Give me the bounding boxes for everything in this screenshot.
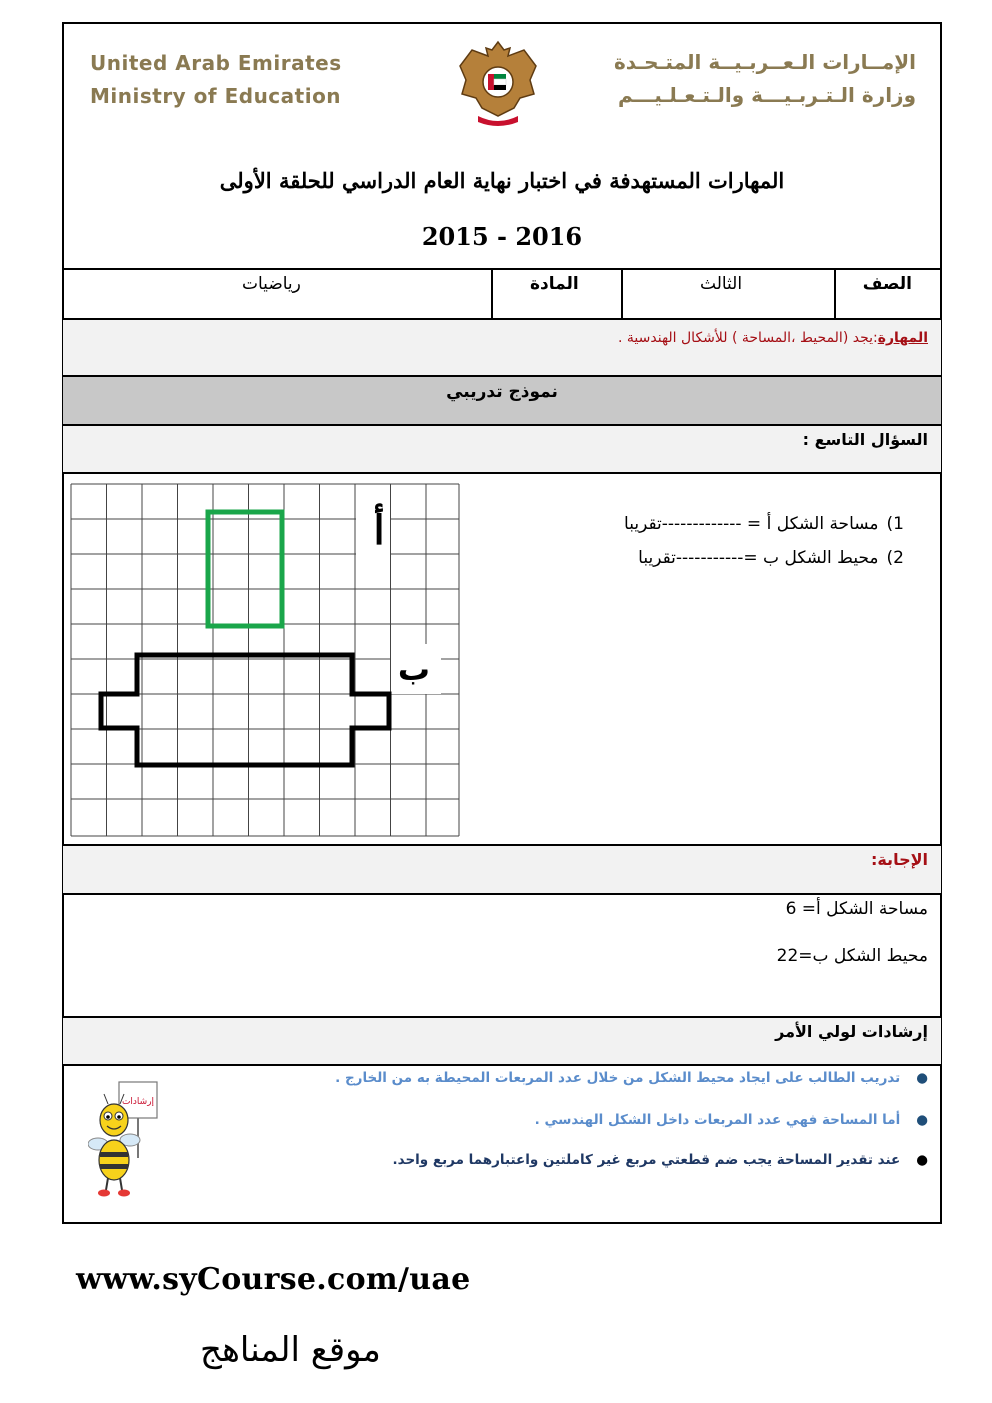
- guidance-item-text: أما المساحة فهي عدد المربعات داخل الشكل الهندسي .: [534, 1112, 901, 1128]
- grade-value: الثالث: [700, 274, 743, 294]
- shape-a-rectangle: [208, 512, 282, 626]
- question-title: السؤال التاسع :: [802, 430, 928, 449]
- answer-line-1: مساحة الشكل أ= 6: [785, 899, 928, 919]
- divider: [62, 268, 942, 270]
- question-line-2-text: محيط الشكل ب =-----------تقريبا: [638, 548, 879, 568]
- shapes-grid: [69, 482, 461, 838]
- question-line-1-text: مساحة الشكل أ = -------------تقريبا: [624, 514, 879, 534]
- divider: [834, 268, 836, 320]
- guidance-item-text: تدريب الطالب على ايجاد محيط الشكل من خلال عدد المربعات المحيطة به من الخارج .: [335, 1070, 901, 1086]
- question-line-1: [624, 514, 904, 534]
- answer-row-bg: [63, 846, 941, 893]
- footer-site-name: موقع المناهج: [200, 1330, 381, 1370]
- shape-b-label: ب: [397, 650, 431, 688]
- answer-line-2: محيط الشكل ب=22: [776, 946, 928, 966]
- bullet-icon: ●: [916, 1152, 928, 1168]
- guidance-item: [335, 1070, 928, 1086]
- footer-url[interactable]: www.syCourse.com/uae: [76, 1262, 471, 1297]
- header-english: [90, 47, 342, 113]
- subject-label: المادة: [530, 274, 579, 294]
- header-en-line2: Ministry of Education: [90, 84, 342, 108]
- bullet-icon: ●: [916, 1112, 928, 1128]
- question-line-2: [638, 548, 904, 568]
- bullet-icon: ●: [916, 1070, 928, 1086]
- guidance-item-text: عند تقدير المساحة يجب ضم قطعتي مربع غير كاملتين واعتبارهما مربع واحد.: [392, 1152, 901, 1168]
- shape-a-label: أ: [373, 507, 385, 554]
- divider: [491, 268, 493, 320]
- skill-row-bg: [63, 320, 941, 376]
- guidance-title: إرشادات لولي الأمر: [775, 1022, 928, 1041]
- header-arabic: [614, 46, 916, 112]
- guidance-item: [393, 1152, 928, 1168]
- divider: [62, 893, 942, 895]
- answer-title: الإجابة:: [870, 850, 928, 869]
- academic-year: 2015 - 2016: [421, 222, 583, 251]
- subject-value: رياضيات: [242, 274, 301, 294]
- header-ar-line2: وزارة الـتـربـيـــة والـتـعـلـيـــم: [618, 83, 916, 107]
- page-title: المهارات المستهدفة في اختبار نهاية العام الدراسي للحلقة الأولى: [219, 168, 785, 193]
- divider: [621, 268, 623, 320]
- model-title: نموذج تدريبي: [446, 382, 558, 402]
- bee-mascot-icon: [88, 1078, 168, 1202]
- shape-b-polygon: [101, 655, 389, 765]
- bee-sign-text: إرشادات: [121, 1097, 155, 1107]
- skill-text: :يجد (المحيط ،المساحة ) للأشكال الهندسية .: [618, 330, 878, 346]
- question-line-2-num: 2): [886, 548, 904, 568]
- guidance-item: [535, 1112, 928, 1128]
- question-line-1-num: 1): [886, 514, 904, 534]
- header-en-line1: United Arab Emirates: [90, 51, 342, 75]
- uae-emblem-icon: [452, 36, 544, 128]
- divider: [62, 1064, 942, 1066]
- grade-label: الصف: [862, 274, 912, 294]
- header-ar-line1: الإمــارات الـعــربـيــة المتـحـدة: [613, 50, 916, 74]
- skill-label: المهارة: [877, 330, 928, 346]
- skill-statement: [618, 330, 928, 346]
- divider: [62, 472, 942, 474]
